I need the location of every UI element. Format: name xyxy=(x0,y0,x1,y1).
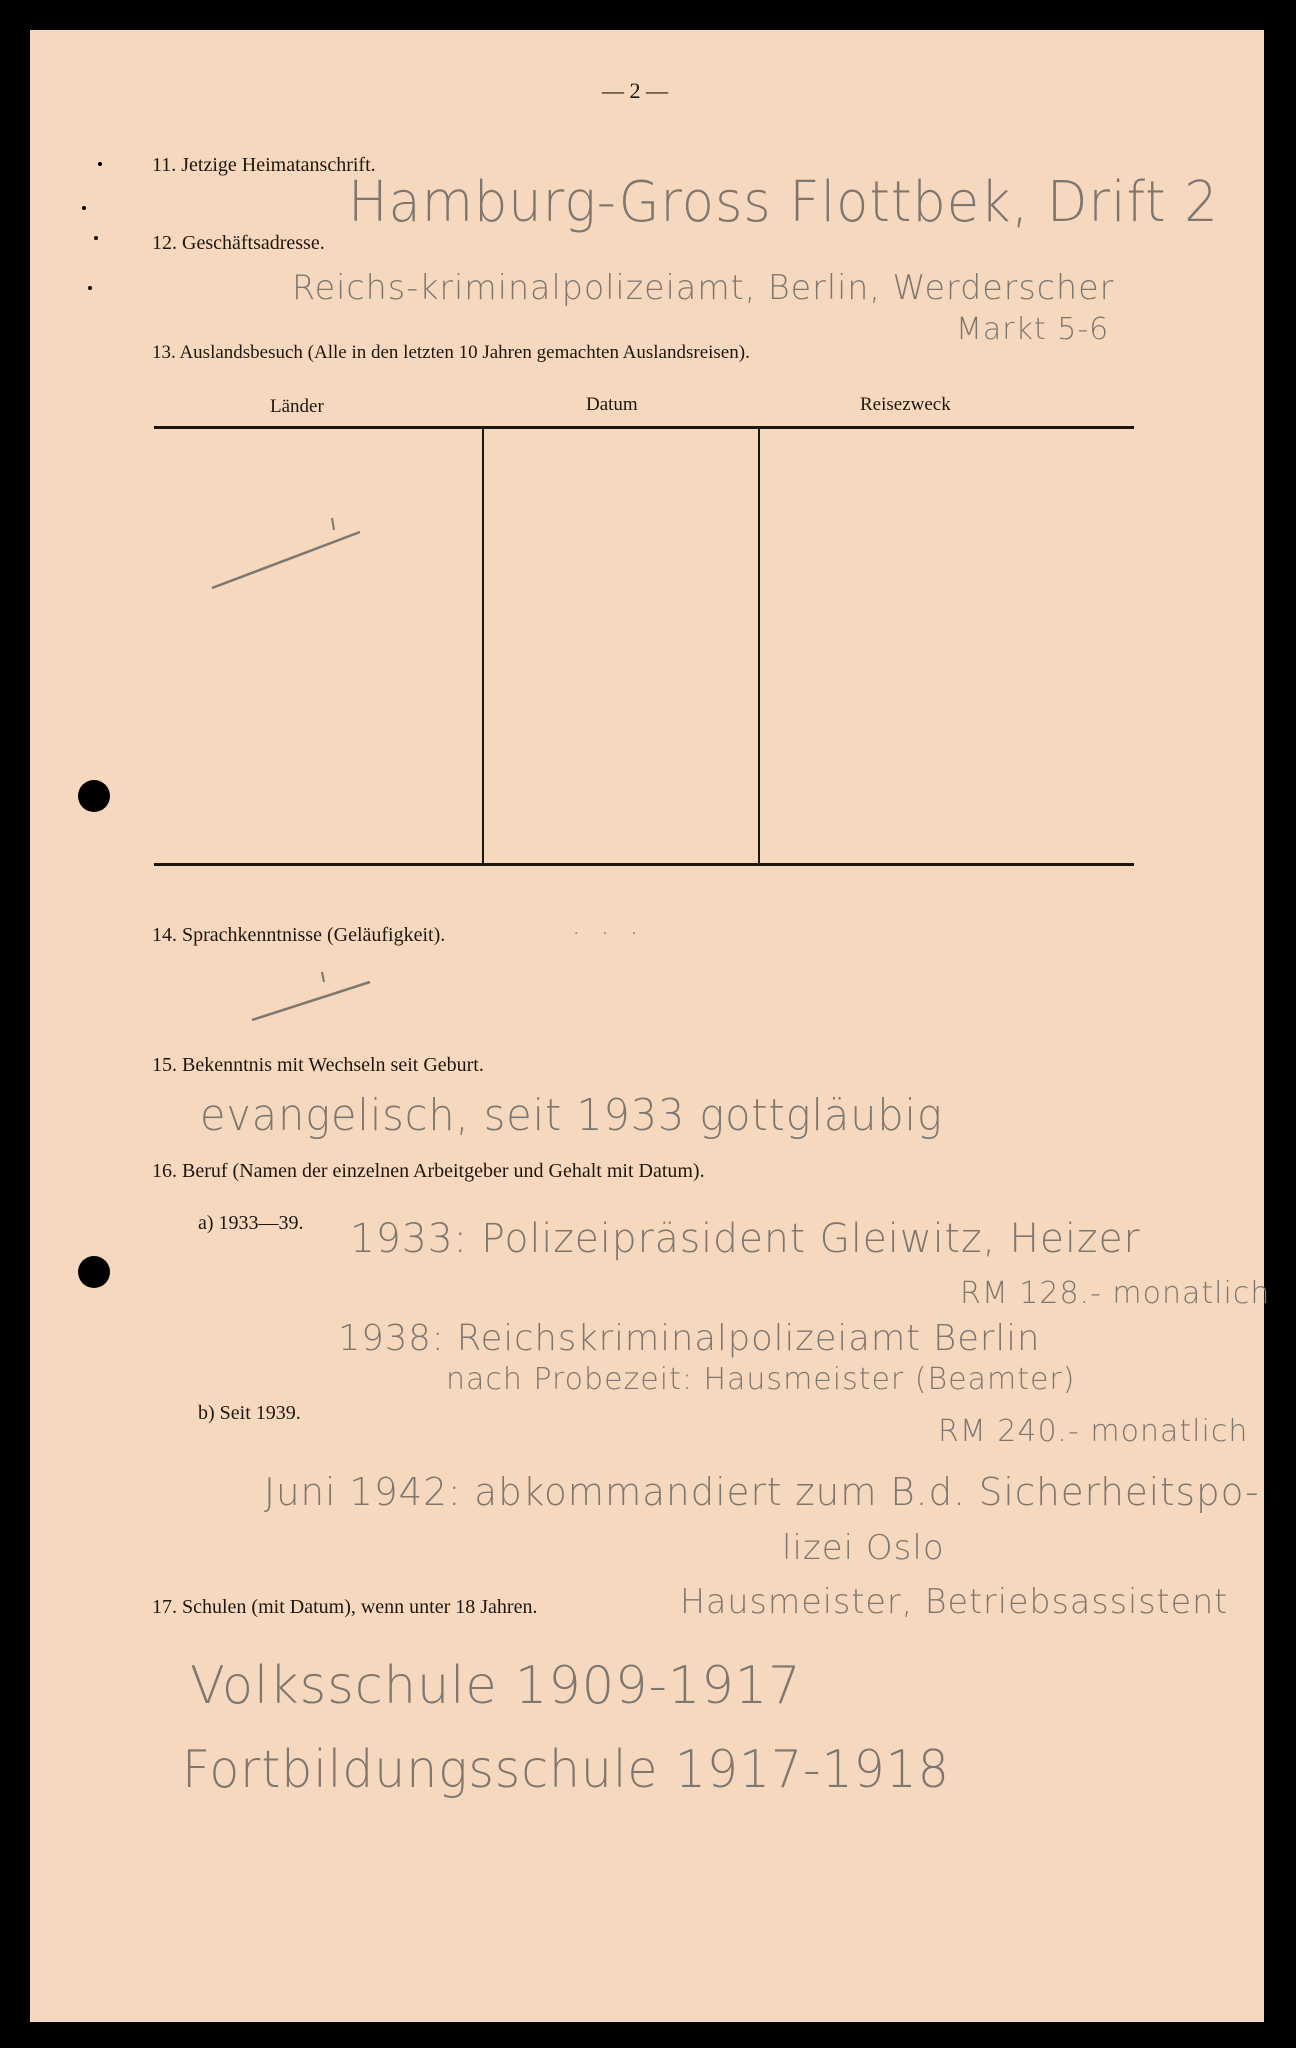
table-bottom-rule xyxy=(154,863,1134,866)
q16-b-label: b) Seit 1939. xyxy=(198,1402,301,1424)
q16-hw-line7: lizei Oslo xyxy=(782,1528,945,1568)
col-header-reisezweck: Reisezweck xyxy=(860,394,951,415)
q16-hw-line5: RM 240.- monatlich xyxy=(938,1414,1249,1449)
q15-label: 15. Bekenntnis mit Wechseln seit Geburt. xyxy=(152,1054,484,1076)
q16-hw-line4: nach Probezeit: Hausmeister (Beamter) xyxy=(446,1362,1076,1397)
q12-answer-line1: Reichs-kriminalpolizeiamt, Berlin, Werderscher xyxy=(292,268,1115,308)
strike-through-mark xyxy=(210,510,370,610)
q14-label: 14. Sprachkenntnisse (Geläufigkeit). xyxy=(152,924,446,946)
col-header-datum: Datum xyxy=(586,394,638,415)
margin-mark xyxy=(88,286,92,290)
punch-hole xyxy=(78,780,110,812)
q16-a-label: a) 1933—39. xyxy=(198,1212,304,1234)
dotted-line: · · · xyxy=(574,926,647,942)
q16-hw-line2: RM 128.- monatlich xyxy=(960,1276,1271,1311)
q16-hw-line1: 1933: Polizeipräsident Gleiwitz, Heizer xyxy=(350,1216,1141,1262)
q12-answer-line2: Markt 5-6 xyxy=(956,312,1110,347)
page-number: — 2 — xyxy=(602,78,668,103)
document-page xyxy=(30,30,1271,2022)
col-header-laender: Länder xyxy=(270,396,324,417)
punch-hole xyxy=(78,1256,110,1288)
q13-label: 13. Auslandsbesuch (Alle in den letzten 10 Jahren gemachten Auslandsreisen). xyxy=(152,342,750,363)
q17-hw-line1: Volksschule 1909-1917 xyxy=(190,1656,802,1716)
q17-label: 17. Schulen (mit Datum), wenn unter 18 Jahren. xyxy=(152,1596,538,1618)
q12-label: 12. Geschäftsadresse. xyxy=(152,232,325,254)
q16-hw-line3: 1938: Reichskriminalpolizeiamt Berlin xyxy=(338,1318,1041,1359)
strike-through-mark xyxy=(250,970,380,1040)
margin-mark xyxy=(94,236,98,240)
table-col-divider xyxy=(482,428,484,864)
margin-mark xyxy=(82,206,86,210)
q16-hw-line8: Hausmeister, Betriebsassistent xyxy=(680,1582,1229,1622)
margin-mark xyxy=(98,162,102,166)
q17-hw-line2: Fortbildungsschule 1917-1918 xyxy=(182,1740,950,1800)
table-col-divider xyxy=(758,428,760,864)
q16-hw-line6: Juni 1942: abkommandiert zum B.d. Sicherheitspo- xyxy=(264,1470,1260,1514)
table-top-rule xyxy=(154,426,1134,429)
q11-label: 11. Jetzige Heimatanschrift. xyxy=(152,154,376,176)
q11-answer: Hamburg-Gross Flottbek, Drift 2 xyxy=(348,170,1219,235)
q15-answer: evangelisch, seit 1933 gottgläubig xyxy=(200,1090,943,1141)
q16-label: 16. Beruf (Namen der einzelnen Arbeitgeber und Gehalt mit Datum). xyxy=(152,1160,705,1182)
